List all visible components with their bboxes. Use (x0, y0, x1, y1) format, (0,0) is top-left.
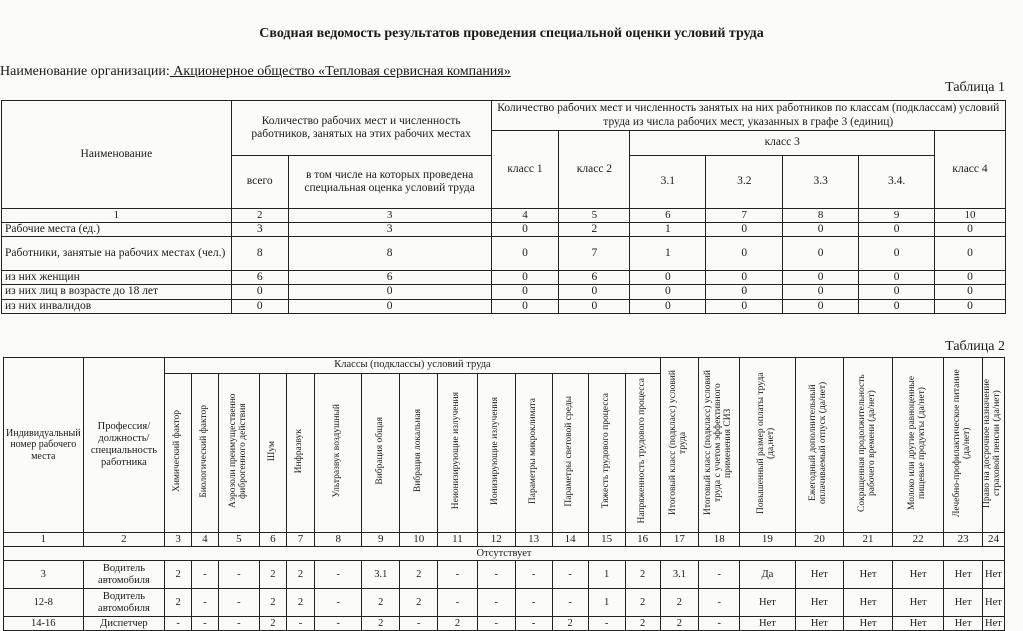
t1-header-class32: 3.2 (706, 156, 783, 209)
cell: 0 (559, 285, 630, 299)
t2-header-factor: Шум (260, 374, 287, 533)
cell: 0 (491, 271, 559, 285)
cell: Да (740, 561, 795, 589)
table-row (2, 299, 1006, 313)
cell: 6 (231, 271, 288, 285)
t1-colnum: 2 (231, 209, 288, 223)
t2-header-factor: Аэрозоли преимущественно фиброгенного действия (218, 374, 259, 533)
cell: Нет (892, 589, 943, 617)
t1-header-class4: класс 4 (935, 131, 1006, 209)
cell: Нет (740, 617, 795, 631)
organization-name: Акционерное общество «Тепловая сервисная компания» (169, 64, 511, 79)
cell: 7 (559, 237, 630, 271)
cell: 3 (288, 223, 491, 237)
cell: 1 (588, 589, 625, 617)
t2-header-factor: Ионизирующие излучения (477, 374, 515, 533)
cell: 0 (706, 271, 783, 285)
cell: Нет (844, 617, 893, 631)
cell: 0 (706, 237, 783, 271)
table-row (4, 617, 1005, 631)
t2-header-factor: Параметры микроклимата (515, 374, 552, 533)
cell: 0 (559, 299, 630, 313)
absent-row (4, 547, 1005, 561)
table1-caption: Таблица 1 (945, 80, 1005, 95)
workplace-id: 3 (4, 561, 84, 589)
cell: - (515, 561, 552, 589)
cell: Нет (795, 617, 844, 631)
t2-header-factor: Неионизирующие излучения (438, 374, 478, 533)
cell: 0 (935, 285, 1006, 299)
t2-colnum: 18 (699, 533, 740, 547)
table-row (4, 589, 1005, 617)
t2-header-factor: Ультразвук воздушный (315, 374, 362, 533)
t2-header-factor: Химический фактор (165, 374, 192, 533)
cell: 1 (630, 223, 706, 237)
t1-header-class2: класс 2 (559, 131, 630, 209)
cell: 2 (260, 561, 287, 589)
t1-header-workplaces: Количество рабочих мест и численность работников, занятых на этих рабочих местах (231, 101, 491, 156)
cell: 2 (625, 589, 660, 617)
cell: - (192, 617, 219, 631)
t2-header-id: Индивидуальный номер рабочего места (4, 358, 84, 533)
cell: 0 (630, 299, 706, 313)
table-row (4, 561, 1005, 589)
t1-colnum: 6 (630, 209, 706, 223)
table-row (2, 223, 1006, 237)
cell: 0 (783, 271, 859, 285)
organization-label: Наименование организации: (0, 64, 170, 79)
row-name: Работники, занятые на рабочих местах (чел.) (2, 237, 232, 271)
cell: - (552, 589, 588, 617)
cell: - (699, 589, 740, 617)
t2-header-extra: Право на досрочное назначение страховой пенсии (да/нет) (982, 358, 1004, 533)
cell: 0 (231, 285, 288, 299)
cell: 2 (362, 617, 400, 631)
t2-colnum: 12 (477, 533, 515, 547)
cell: Нет (795, 589, 844, 617)
cell: 2 (660, 589, 699, 617)
t2-header-factor: Инфразвук (286, 374, 315, 533)
cell: Нет (944, 589, 983, 617)
t2-header-factor: Параметры световой среды (552, 374, 588, 533)
t2-colnum: 10 (400, 533, 438, 547)
t2-colnum: 22 (892, 533, 943, 547)
cell: Нет (982, 589, 1004, 617)
cell: Нет (844, 589, 893, 617)
cell: - (438, 589, 478, 617)
cell: 0 (935, 271, 1006, 285)
t2-header-extra: Молоко или другие равноценные пищевые продукты (да/нет) (892, 358, 943, 533)
cell: 0 (935, 237, 1006, 271)
t2-colnum: 6 (260, 533, 287, 547)
cell: 2 (559, 223, 630, 237)
cell: 0 (491, 223, 559, 237)
t2-header-factor: Напряженность трудового процесса (625, 374, 660, 533)
cell: - (315, 617, 362, 631)
cell: - (192, 589, 219, 617)
t2-colnum: 1 (4, 533, 84, 547)
cell: 0 (231, 299, 288, 313)
t2-colnum: 2 (83, 533, 165, 547)
t1-header-class31: 3.1 (630, 156, 706, 209)
cell: 3.1 (660, 561, 699, 589)
t1-header-total: всего (231, 156, 288, 209)
t2-colnum: 19 (740, 533, 795, 547)
t1-header-class3: класс 3 (630, 131, 935, 156)
cell: - (438, 561, 478, 589)
t2-colnum: 7 (286, 533, 315, 547)
cell: 1 (588, 561, 625, 589)
profession: Водитель автомобиля (83, 561, 165, 589)
t2-colnum: 16 (625, 533, 660, 547)
cell: 2 (260, 617, 287, 631)
t2-colnum: 20 (795, 533, 844, 547)
t1-colnum: 3 (288, 209, 491, 223)
t2-header-extra: Повышенный размер оплаты труда (да,нет) (740, 358, 795, 533)
cell: 0 (935, 223, 1006, 237)
cell: 2 (625, 617, 660, 631)
t2-colnum: 3 (165, 533, 192, 547)
cell: 0 (783, 223, 859, 237)
cell: Нет (982, 617, 1004, 631)
t2-colnum: 15 (588, 533, 625, 547)
summary-table (1, 100, 1006, 314)
t1-header-class33: 3.3 (783, 156, 859, 209)
cell: 0 (935, 299, 1006, 313)
cell: 0 (630, 271, 706, 285)
cell: Нет (795, 561, 844, 589)
table-row (2, 285, 1006, 299)
cell: 2 (165, 561, 192, 589)
cell: 2 (400, 589, 438, 617)
cell: 0 (706, 285, 783, 299)
cell: - (552, 561, 588, 589)
cell: 0 (859, 223, 935, 237)
cell: 0 (859, 237, 935, 271)
cell: Нет (944, 617, 983, 631)
cell: 2 (260, 589, 287, 617)
t2-header-final-class: Итоговый класс (подкласс) условий труда (660, 358, 699, 533)
cell: 0 (783, 299, 859, 313)
table2-caption: Таблица 2 (945, 339, 1005, 354)
cell: 2 (660, 617, 699, 631)
t2-header-extra: Сокращенная продолжительность рабочего времени (да/нет) (844, 358, 893, 533)
cell: - (218, 617, 259, 631)
cell: 3 (231, 223, 288, 237)
t1-colnum: 10 (935, 209, 1006, 223)
t2-header-factor: Тяжесть трудового процесса (588, 374, 625, 533)
cell: - (165, 617, 192, 631)
cell: 0 (288, 285, 491, 299)
t1-colnum: 1 (2, 209, 232, 223)
profession: Диспетчер (83, 617, 165, 631)
absent-label: Отсутствует (4, 547, 1005, 561)
cell: 2 (552, 617, 588, 631)
t1-colnum: 9 (859, 209, 935, 223)
t2-colnum: 5 (218, 533, 259, 547)
t2-header-factor: Биологический фактор (192, 374, 219, 533)
t1-header-classes: Количество рабочих мест и численность занятых на них работников по классам (подклассам) условий труда из числа рабочих мест, указанных в графе 3 (единиц) (491, 101, 1005, 131)
profession: Водитель автомобиля (83, 589, 165, 617)
cell: 0 (859, 299, 935, 313)
t2-colnum: 4 (192, 533, 219, 547)
t2-colnum: 9 (362, 533, 400, 547)
workplace-id: 14-16 (4, 617, 84, 631)
t2-header-extra: Лечебно-профилактическое питание (да/нет) (944, 358, 983, 533)
cell: 6 (288, 271, 491, 285)
t2-header-final-class-siz: Итоговый класс (подкласс) условий труда с учетом эффективного применения СИЗ (699, 358, 740, 533)
t1-colnum: 5 (559, 209, 630, 223)
t2-colnum: 13 (515, 533, 552, 547)
row-name: из них инвалидов (2, 299, 232, 313)
cell: 0 (288, 299, 491, 313)
cell: 3.1 (362, 561, 400, 589)
t2-header-classes: Классы (подклассы) условий труда (165, 358, 660, 374)
cell: 0 (491, 285, 559, 299)
t2-colnum: 21 (844, 533, 893, 547)
t2-colnum: 24 (982, 533, 1004, 547)
t2-colnum: 17 (660, 533, 699, 547)
cell: 2 (286, 589, 315, 617)
t1-header-class1: класс 1 (491, 131, 559, 209)
cell: 2 (438, 617, 478, 631)
t2-colnum: 14 (552, 533, 588, 547)
cell: - (515, 617, 552, 631)
cell: 0 (783, 237, 859, 271)
t1-colnum: 8 (783, 209, 859, 223)
cell: 0 (783, 285, 859, 299)
cell: 2 (625, 561, 660, 589)
row-name: из них лиц в возрасте до 18 лет (2, 285, 232, 299)
t1-colnum: 4 (491, 209, 559, 223)
t1-column-numbers (2, 209, 1006, 223)
cell: - (515, 589, 552, 617)
cell: 0 (706, 299, 783, 313)
cell: 6 (559, 271, 630, 285)
row-name: из них женщин (2, 271, 232, 285)
cell: - (315, 589, 362, 617)
t2-colnum: 23 (944, 533, 983, 547)
table-row (2, 237, 1006, 271)
cell: Нет (944, 561, 983, 589)
cell: - (192, 561, 219, 589)
cell: - (218, 589, 259, 617)
t2-header-factor: Вибрация общая (362, 374, 400, 533)
workplace-table (3, 357, 1005, 631)
cell: 0 (859, 271, 935, 285)
table-row (2, 271, 1006, 285)
cell: 2 (165, 589, 192, 617)
row-name: Рабочие места (ед.) (2, 223, 232, 237)
workplace-id: 12-8 (4, 589, 84, 617)
cell: - (477, 561, 515, 589)
cell: - (477, 589, 515, 617)
cell: 1 (630, 237, 706, 271)
cell: 0 (630, 285, 706, 299)
cell: - (315, 561, 362, 589)
organization-line (0, 64, 511, 80)
cell: - (588, 617, 625, 631)
cell: Нет (844, 561, 893, 589)
t1-header-assessed: в том числе на которых проведена специальная оценка условий труда (288, 156, 491, 209)
document-title: Сводная ведомость результатов проведения специальной оценки условий труда (259, 26, 764, 41)
t1-colnum: 7 (706, 209, 783, 223)
t2-column-numbers (4, 533, 1005, 547)
t2-header-factor: Вибрация локальная (400, 374, 438, 533)
cell: - (286, 617, 315, 631)
cell: - (477, 617, 515, 631)
cell: 2 (286, 561, 315, 589)
t1-header-class34: 3.4. (859, 156, 935, 209)
cell: 0 (491, 237, 559, 271)
cell: Нет (740, 589, 795, 617)
cell: - (699, 617, 740, 631)
cell: Нет (892, 561, 943, 589)
cell: 0 (706, 223, 783, 237)
cell: 0 (859, 285, 935, 299)
t2-header-extra: Ежегодный дополнительный оплачиваемый отпуск (да/нет) (795, 358, 844, 533)
t1-header-name: Наименование (2, 101, 232, 209)
cell: 8 (288, 237, 491, 271)
t2-colnum: 8 (315, 533, 362, 547)
t2-header-profession: Профессия/должность/специальность работника (83, 358, 165, 533)
cell: - (400, 617, 438, 631)
cell: - (218, 561, 259, 589)
cell: 2 (400, 561, 438, 589)
cell: 8 (231, 237, 288, 271)
cell: 2 (362, 589, 400, 617)
cell: - (699, 561, 740, 589)
t2-colnum: 11 (438, 533, 478, 547)
cell: 0 (491, 299, 559, 313)
cell: Нет (892, 617, 943, 631)
cell: Нет (982, 561, 1004, 589)
